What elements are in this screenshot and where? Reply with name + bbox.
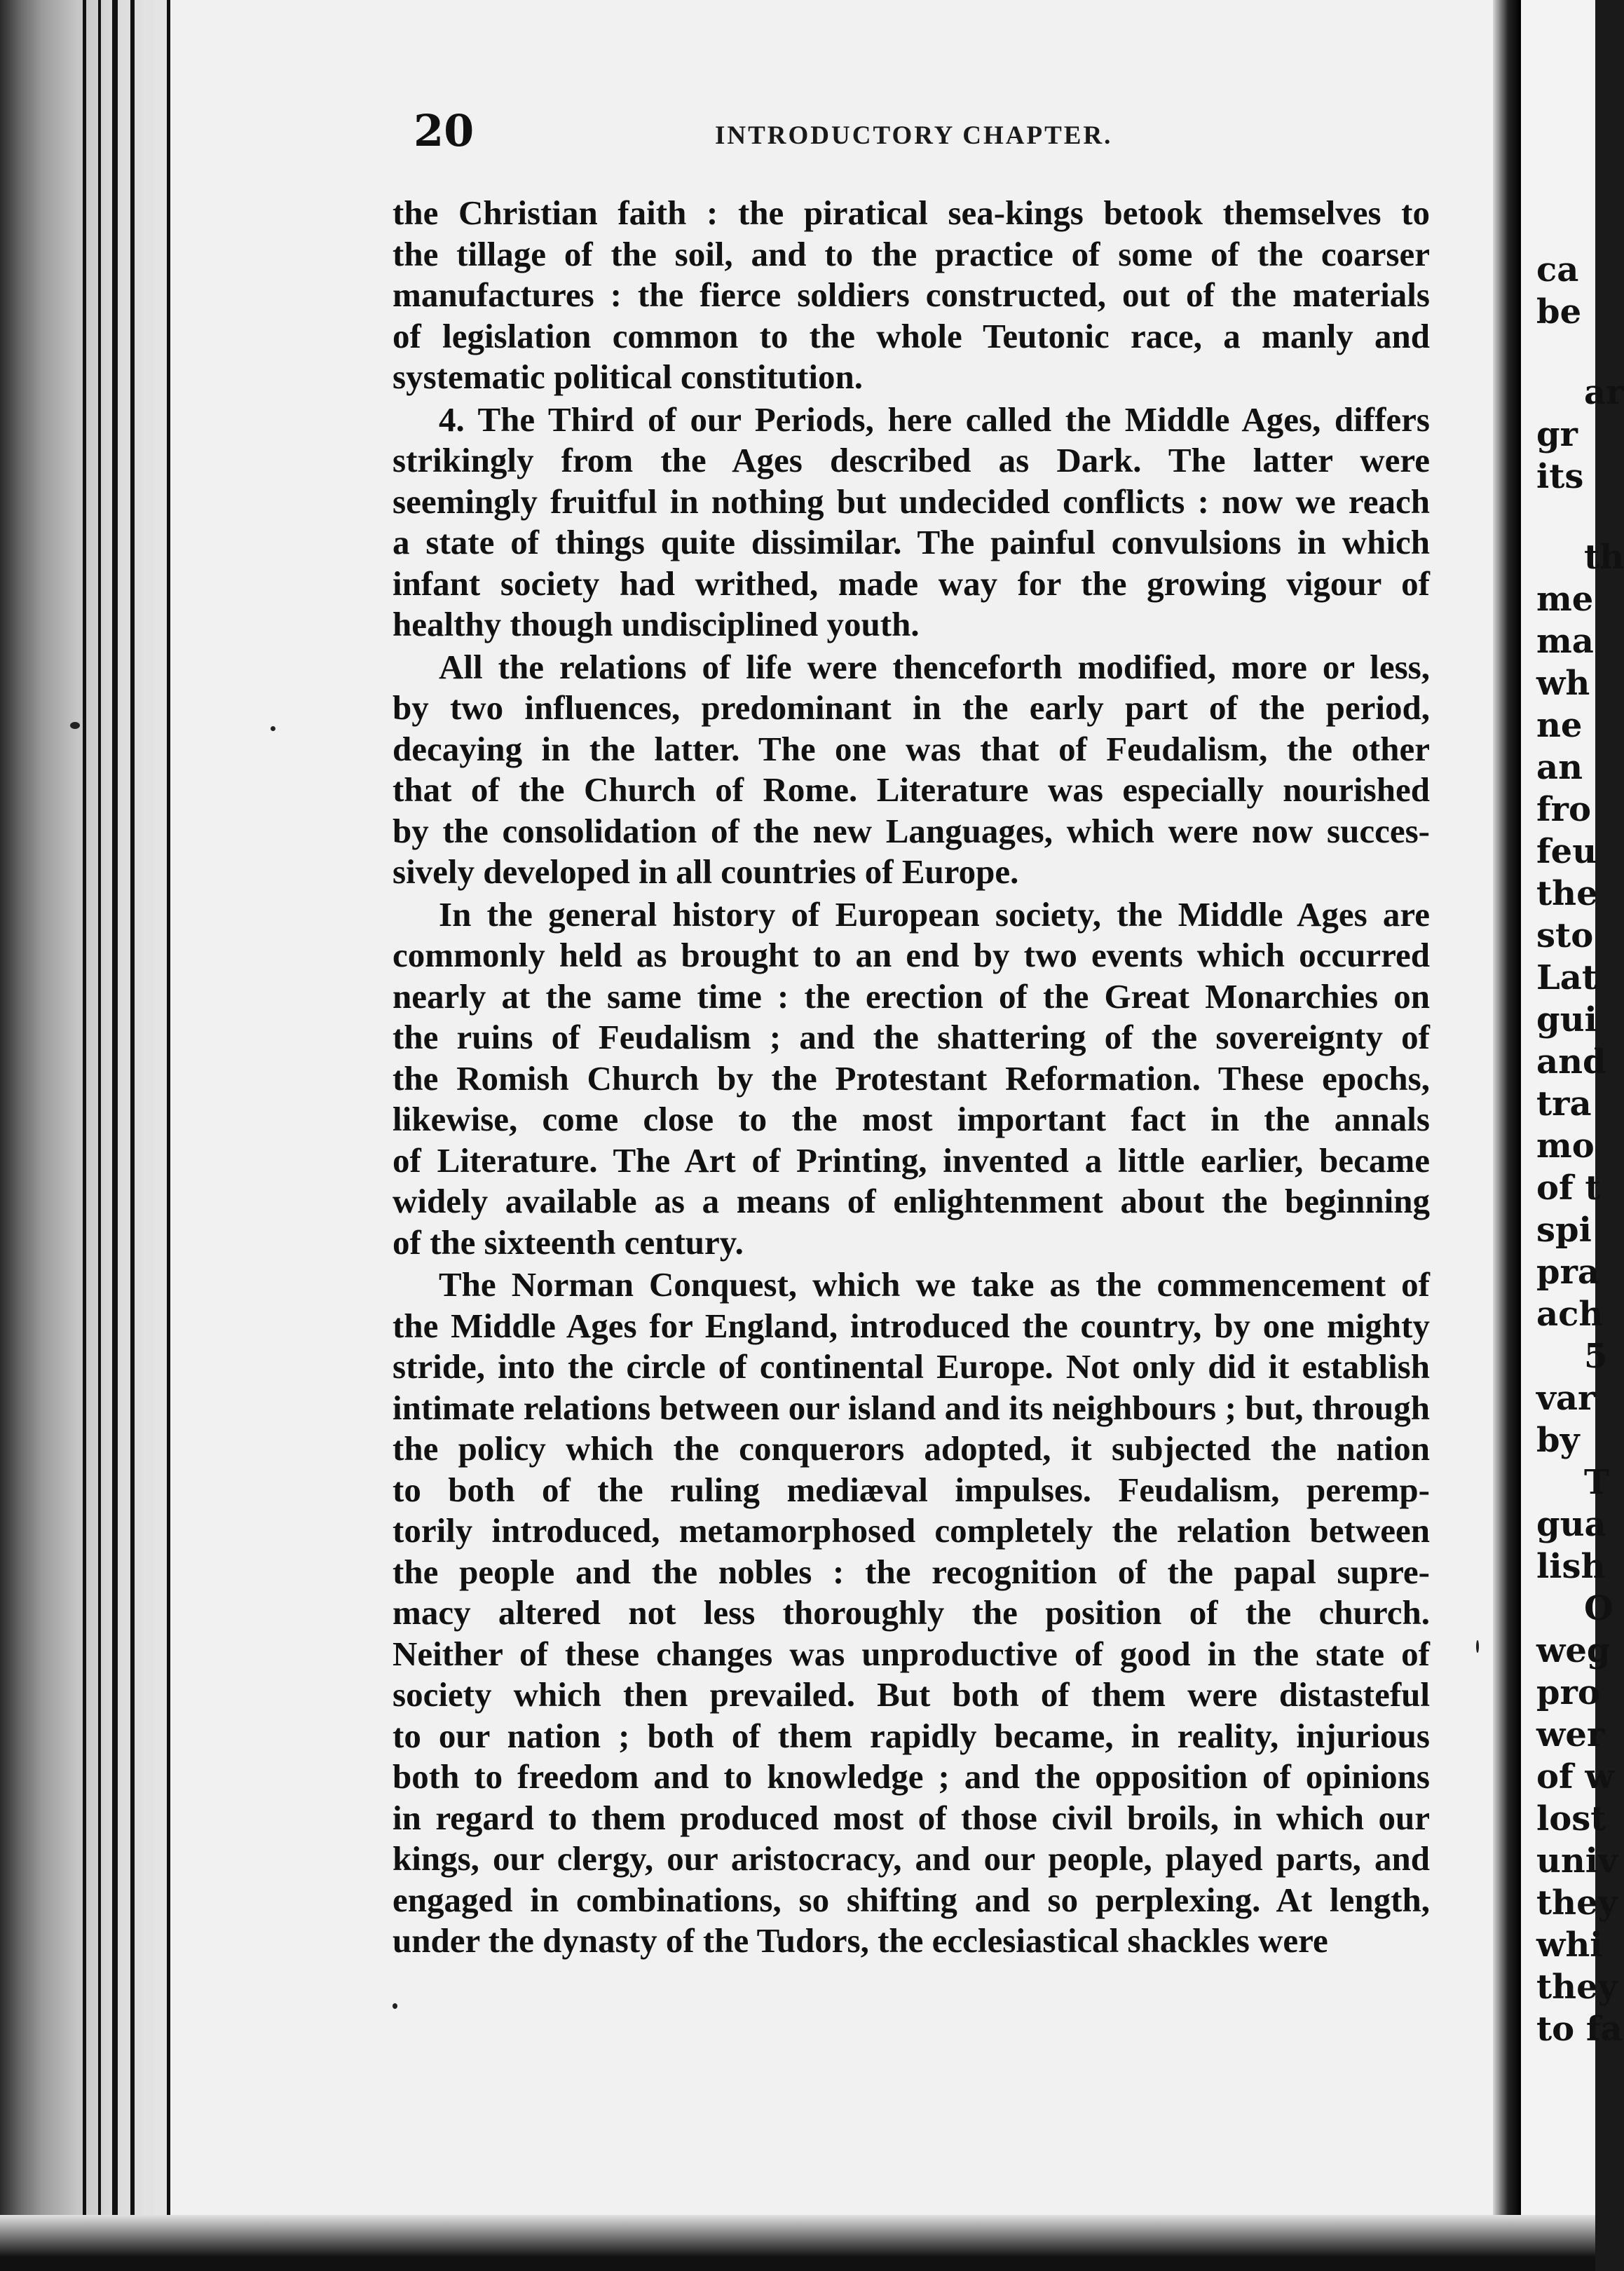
text-line: both to freedom and to knowledge ; and the opposition of opinions bbox=[393, 1757, 1430, 1796]
facing-page-text: Lat bbox=[1536, 958, 1598, 997]
binding-rule bbox=[167, 0, 170, 2243]
facing-page-text: gr bbox=[1536, 415, 1578, 454]
text-line: manufactures : the fierce soldiers constructed, out of the materials bbox=[393, 275, 1430, 314]
text-line: the tillage of the soil, and to the practice of some of the coarser bbox=[393, 234, 1430, 273]
facing-page-text: ma bbox=[1536, 622, 1594, 661]
text-line: the people and the nobles : the recognition of the papal supre- bbox=[393, 1552, 1430, 1591]
text-line: systematic political constitution. bbox=[393, 357, 863, 396]
text-line: the ruins of Feudalism ; and the shattering of the sovereignty of bbox=[393, 1018, 1430, 1056]
facing-page-text: me bbox=[1536, 580, 1594, 619]
text-line: the Romish Church by the Protestant Reformation. These epochs, bbox=[393, 1058, 1430, 1098]
text-line: strikingly from the Ages described as Dark. The latter were bbox=[393, 441, 1430, 479]
text-line: decaying in the latter. The one was that of Feudalism, the other bbox=[393, 729, 1430, 768]
text-line: Neither of these changes was unproductive of good in the state of bbox=[393, 1634, 1430, 1673]
facing-page-text: ar bbox=[1584, 373, 1624, 412]
text-line: in regard to them produced most of those civil broils, in which our bbox=[393, 1798, 1430, 1837]
text-line: sively developed in all countries of Europe. bbox=[393, 852, 1019, 891]
facing-page-text: they bbox=[1536, 1967, 1618, 2007]
text-line: society which then prevailed. But both of them were distasteful bbox=[393, 1675, 1430, 1714]
text-line: of Literature. The Art of Printing, invented a little earlier, became bbox=[393, 1140, 1430, 1180]
text-line: infant society had writhed, made way for the growing vigour of bbox=[393, 564, 1430, 603]
facing-page-text: feu bbox=[1536, 832, 1597, 871]
running-head: INTRODUCTORY CHAPTER. bbox=[715, 121, 1113, 150]
facing-page-text: by bbox=[1536, 1421, 1580, 1460]
text-line: macy altered not less thoroughly the position of the church. bbox=[393, 1593, 1430, 1632]
text-line: likewise, come close to the most important fact in the annals bbox=[393, 1100, 1430, 1138]
facing-page-text: lost bbox=[1536, 1799, 1606, 1839]
text-line: intimate relations between our island and its neighbours ; but, through bbox=[393, 1388, 1430, 1427]
paragraph bbox=[393, 400, 1430, 646]
text-line: engaged in combinations, so shifting and so perplexing. At length, bbox=[393, 1880, 1430, 1919]
facing-page-text: ach bbox=[1536, 1295, 1604, 1334]
scan-speck bbox=[1476, 1640, 1479, 1653]
facing-page-text: T bbox=[1584, 1463, 1609, 1502]
facing-page-text: of t bbox=[1536, 1168, 1601, 1208]
facing-page-text: sto bbox=[1536, 916, 1594, 955]
text-line: under the dynasty of the Tudors, the ecclesiastical shackles were bbox=[393, 1921, 1328, 1960]
facing-page-text: spi bbox=[1536, 1210, 1592, 1250]
text-line: commonly held as brought to an end by two events which occurred bbox=[393, 936, 1430, 974]
text-line: by two influences, predominant in the early part of the period, bbox=[393, 688, 1430, 727]
paragraph bbox=[393, 1264, 1430, 1962]
facing-page-text: pra bbox=[1536, 1253, 1599, 1292]
text-line: widely available as a means of enlightenment about the beginning bbox=[393, 1182, 1430, 1220]
facing-page-text: ne bbox=[1536, 706, 1583, 745]
facing-page-text: 5 bbox=[1584, 1337, 1608, 1376]
facing-page-text: its bbox=[1536, 457, 1584, 496]
facing-page-text: O bbox=[1584, 1589, 1613, 1628]
facing-page-fragment bbox=[1521, 0, 1624, 2271]
facing-page-text: gui bbox=[1536, 1000, 1597, 1039]
paragraph bbox=[393, 894, 1430, 1264]
page-body-text bbox=[393, 193, 1430, 1963]
text-line: of the sixteenth century. bbox=[393, 1222, 744, 1262]
page-number: 20 bbox=[414, 105, 475, 156]
facing-page-text: wer bbox=[1536, 1715, 1605, 1754]
facing-page-text: gua bbox=[1536, 1505, 1606, 1544]
facing-page-text: and bbox=[1536, 1042, 1606, 1082]
text-line: of legislation common to the whole Teutonic race, a manly and bbox=[393, 316, 1430, 355]
text-line: the Christian faith : the piratical sea-kings betook themselves to bbox=[393, 193, 1430, 232]
binding-rule bbox=[83, 0, 86, 2243]
facing-page-text: mo bbox=[1536, 1126, 1595, 1166]
facing-page-text: pro bbox=[1536, 1673, 1600, 1712]
facing-page-text: whi bbox=[1536, 1925, 1603, 1965]
facing-page-text: univ bbox=[1536, 1841, 1618, 1881]
facing-page-text: fro bbox=[1536, 790, 1591, 829]
text-line: the Middle Ages for England, introduced the country, by one mighty bbox=[393, 1306, 1430, 1345]
text-line: All the relations of life were thenceforth modified, more or less, bbox=[439, 647, 1430, 686]
paragraph bbox=[393, 647, 1430, 893]
scan-speck bbox=[393, 2003, 397, 2009]
text-line: the policy which the conquerors adopted, it subjected the nation bbox=[393, 1429, 1430, 1468]
text-line: 4. The Third of our Periods, here called the Middle Ages, differs bbox=[439, 400, 1430, 439]
scan-bottom-edge bbox=[0, 2215, 1595, 2271]
text-line: seemingly fruitful in nothing but undecided conflicts : now we reach bbox=[393, 482, 1430, 521]
facing-page-text: lish bbox=[1536, 1547, 1606, 1586]
text-line: by the consolidation of the new Languages, which were now succes- bbox=[393, 811, 1430, 850]
text-line: healthy though undisciplined youth. bbox=[393, 605, 920, 643]
text-line: stride, into the circle of continental Europe. Not only did it establish bbox=[393, 1347, 1430, 1386]
facing-page-text: to fa bbox=[1536, 2010, 1623, 2049]
text-line: In the general history of European society, the Middle Ages are bbox=[439, 894, 1430, 934]
facing-page-text: of w bbox=[1536, 1757, 1614, 1796]
text-line: The Norman Conquest, which we take as the commencement of bbox=[439, 1265, 1430, 1304]
facing-page-text: ca bbox=[1536, 250, 1579, 289]
binding-rule bbox=[98, 0, 101, 2243]
facing-page-text: var bbox=[1536, 1379, 1596, 1418]
scan-speck bbox=[271, 726, 275, 731]
text-line: torily introduced, metamorphosed completely the relation between bbox=[393, 1511, 1430, 1550]
facing-page-text: weg bbox=[1536, 1631, 1611, 1670]
page-gutter bbox=[1493, 0, 1521, 2271]
text-line: a state of things quite dissimilar. The painful convulsions in which bbox=[393, 523, 1430, 561]
text-line: to both of the ruling mediæval impulses. Feudalism, peremp- bbox=[393, 1470, 1430, 1509]
text-line: nearly at the same time : the erection of the Great Monarchies on bbox=[393, 976, 1430, 1016]
paragraph bbox=[393, 193, 1430, 398]
binding-rule bbox=[130, 0, 135, 2243]
facing-page-text: tra bbox=[1536, 1084, 1592, 1124]
binding-rule bbox=[112, 0, 118, 2243]
text-line: that of the Church of Rome. Literature was especially nourished bbox=[393, 770, 1430, 809]
facing-page-text: the bbox=[1536, 874, 1598, 913]
page-header bbox=[414, 105, 1423, 168]
facing-page-text: th bbox=[1584, 538, 1624, 577]
facing-page-text: they bbox=[1536, 1883, 1618, 1923]
scan-speck bbox=[70, 722, 80, 729]
text-line: kings, our clergy, our aristocracy, and our people, played parts, and bbox=[393, 1839, 1430, 1878]
text-line: to our nation ; both of them rapidly became, in reality, injurious bbox=[393, 1716, 1430, 1755]
facing-page-text: an bbox=[1536, 748, 1583, 787]
facing-page-text: be bbox=[1536, 292, 1582, 332]
facing-page-text: wh bbox=[1536, 664, 1590, 703]
